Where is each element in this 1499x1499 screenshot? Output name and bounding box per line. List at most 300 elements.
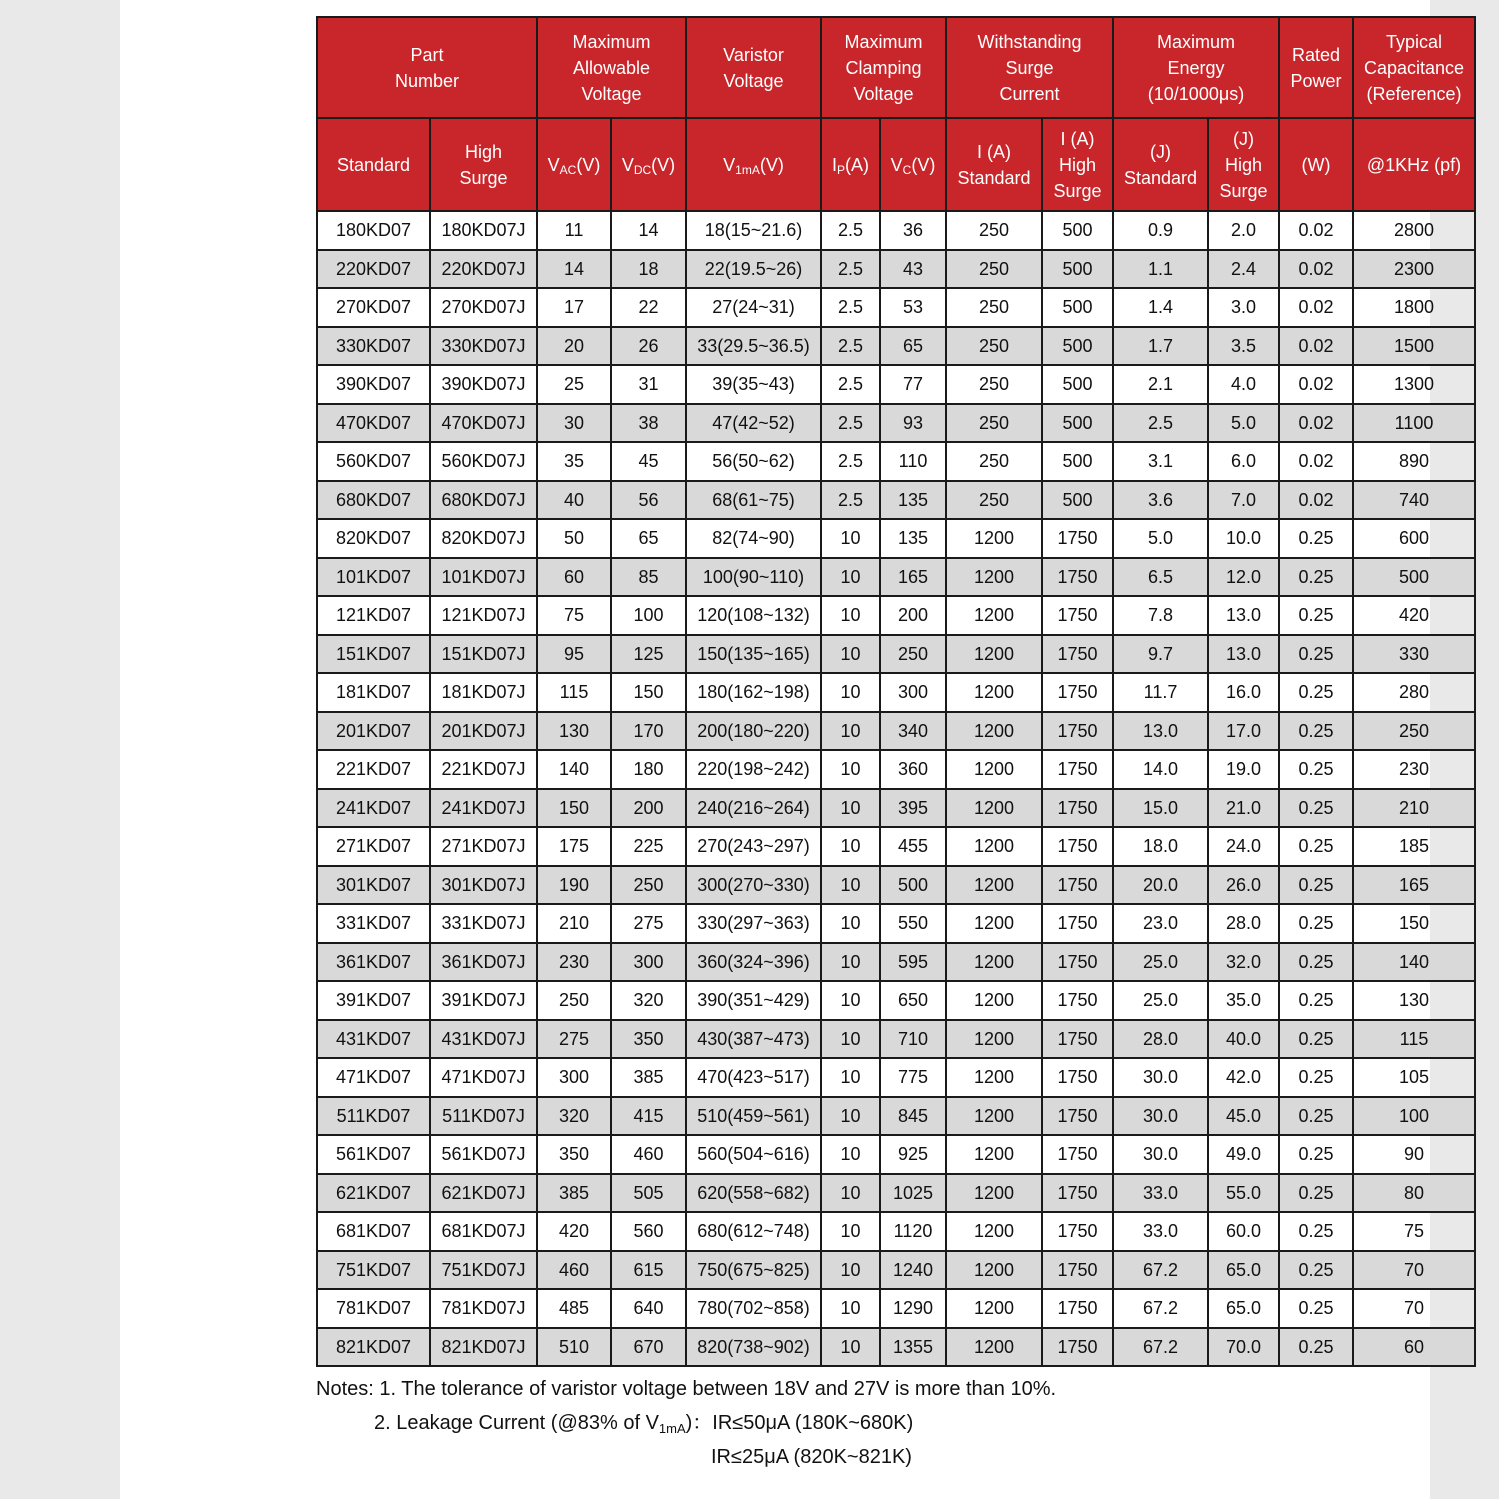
cell-capacitance: 100 — [1353, 1097, 1475, 1136]
cell-energy-standard: 30.0 — [1113, 1135, 1208, 1174]
cell-surge-standard: 1200 — [946, 558, 1042, 597]
cell-energy-high: 2.0 — [1208, 211, 1279, 250]
cell-vc: 925 — [880, 1135, 946, 1174]
table-row — [317, 1174, 1475, 1213]
cell-vc: 595 — [880, 943, 946, 982]
cell-energy-high: 16.0 — [1208, 673, 1279, 712]
cell-energy-standard: 33.0 — [1113, 1174, 1208, 1213]
cell-vac: 50 — [537, 519, 611, 558]
document-page — [120, 0, 1465, 1499]
cell-rated-power: 0.25 — [1279, 750, 1353, 789]
cell-surge-high: 1750 — [1042, 635, 1113, 674]
cell-vc: 1120 — [880, 1212, 946, 1251]
cell-rated-power: 0.02 — [1279, 365, 1353, 404]
table-row — [317, 365, 1475, 404]
cell-rated-power: 0.02 — [1279, 404, 1353, 443]
cell-capacitance: 140 — [1353, 943, 1475, 982]
cell-energy-high: 55.0 — [1208, 1174, 1279, 1213]
table-row — [317, 943, 1475, 982]
cell-rated-power: 0.25 — [1279, 1251, 1353, 1290]
cell-energy-high: 17.0 — [1208, 712, 1279, 751]
cell-surge-high: 1750 — [1042, 1212, 1113, 1251]
cell-vdc: 615 — [611, 1251, 686, 1290]
cell-surge-standard: 1200 — [946, 673, 1042, 712]
cell-vac: 11 — [537, 211, 611, 250]
cell-surge-high: 1750 — [1042, 1328, 1113, 1367]
cell-part-high-surge: 751KD07J — [430, 1251, 537, 1290]
subheader-surge-standard: I (A) Standard — [946, 118, 1042, 211]
cell-part-standard: 621KD07 — [317, 1174, 430, 1213]
cell-surge-high: 1750 — [1042, 1058, 1113, 1097]
cell-energy-standard: 67.2 — [1113, 1251, 1208, 1290]
cell-surge-high: 1750 — [1042, 1251, 1113, 1290]
cell-energy-standard: 13.0 — [1113, 712, 1208, 751]
cell-vdc: 18 — [611, 250, 686, 289]
subheader-part-high-surge: High Surge — [430, 118, 537, 211]
cell-ip: 2.5 — [821, 288, 880, 327]
cell-energy-standard: 3.1 — [1113, 442, 1208, 481]
cell-capacitance: 740 — [1353, 481, 1475, 520]
cell-v1ma: 510(459~561) — [686, 1097, 821, 1136]
cell-capacitance: 1500 — [1353, 327, 1475, 366]
cell-ip: 10 — [821, 1251, 880, 1290]
table-row — [317, 866, 1475, 905]
cell-part-high-surge: 361KD07J — [430, 943, 537, 982]
cell-part-standard: 121KD07 — [317, 596, 430, 635]
table-row — [317, 635, 1475, 674]
cell-part-standard: 331KD07 — [317, 904, 430, 943]
cell-vac: 60 — [537, 558, 611, 597]
cell-rated-power: 0.25 — [1279, 789, 1353, 828]
cell-vdc: 26 — [611, 327, 686, 366]
cell-energy-standard: 9.7 — [1113, 635, 1208, 674]
table-row — [317, 904, 1475, 943]
cell-part-standard: 270KD07 — [317, 288, 430, 327]
cell-part-high-surge: 101KD07J — [430, 558, 537, 597]
cell-rated-power: 0.02 — [1279, 442, 1353, 481]
cell-part-standard: 681KD07 — [317, 1212, 430, 1251]
cell-v1ma: 33(29.5~36.5) — [686, 327, 821, 366]
cell-surge-standard: 1200 — [946, 712, 1042, 751]
cell-energy-high: 26.0 — [1208, 866, 1279, 905]
cell-surge-standard: 1200 — [946, 981, 1042, 1020]
cell-surge-standard: 250 — [946, 404, 1042, 443]
cell-surge-high: 1750 — [1042, 750, 1113, 789]
header-max-clamping-voltage: Maximum Clamping Voltage — [821, 17, 946, 118]
cell-surge-standard: 1200 — [946, 1289, 1042, 1328]
cell-surge-standard: 1200 — [946, 827, 1042, 866]
cell-vdc: 200 — [611, 789, 686, 828]
notes — [316, 1372, 1466, 1474]
cell-rated-power: 0.02 — [1279, 481, 1353, 520]
cell-vac: 30 — [537, 404, 611, 443]
cell-vc: 360 — [880, 750, 946, 789]
cell-energy-standard: 1.4 — [1113, 288, 1208, 327]
cell-energy-standard: 15.0 — [1113, 789, 1208, 828]
cell-ip: 10 — [821, 943, 880, 982]
cell-v1ma: 68(61~75) — [686, 481, 821, 520]
cell-part-standard: 221KD07 — [317, 750, 430, 789]
cell-energy-standard: 30.0 — [1113, 1058, 1208, 1097]
cell-surge-standard: 1200 — [946, 943, 1042, 982]
cell-vac: 210 — [537, 904, 611, 943]
cell-ip: 10 — [821, 750, 880, 789]
table-row — [317, 404, 1475, 443]
cell-vac: 14 — [537, 250, 611, 289]
cell-capacitance: 75 — [1353, 1212, 1475, 1251]
cell-surge-high: 1750 — [1042, 1289, 1113, 1328]
cell-capacitance: 150 — [1353, 904, 1475, 943]
subheader-cap-unit: @1KHz (pf) — [1353, 118, 1475, 211]
cell-capacitance: 1800 — [1353, 288, 1475, 327]
cell-part-high-surge: 121KD07J — [430, 596, 537, 635]
cell-surge-high: 1750 — [1042, 866, 1113, 905]
table-row — [317, 1328, 1475, 1367]
cell-part-high-surge: 241KD07J — [430, 789, 537, 828]
cell-vac: 95 — [537, 635, 611, 674]
cell-energy-high: 3.5 — [1208, 327, 1279, 366]
cell-part-high-surge: 301KD07J — [430, 866, 537, 905]
cell-energy-standard: 2.1 — [1113, 365, 1208, 404]
cell-v1ma: 56(50~62) — [686, 442, 821, 481]
cell-part-high-surge: 271KD07J — [430, 827, 537, 866]
cell-vc: 455 — [880, 827, 946, 866]
cell-energy-high: 35.0 — [1208, 981, 1279, 1020]
cell-part-standard: 180KD07 — [317, 211, 430, 250]
cell-energy-standard: 14.0 — [1113, 750, 1208, 789]
subheader-v1ma: $V_{1mA}(V)$ — [686, 118, 821, 211]
cell-surge-high: 1750 — [1042, 789, 1113, 828]
cell-vc: 250 — [880, 635, 946, 674]
cell-rated-power: 0.25 — [1279, 943, 1353, 982]
cell-vac: 140 — [537, 750, 611, 789]
cell-vdc: 22 — [611, 288, 686, 327]
cell-ip: 2.5 — [821, 442, 880, 481]
subheader-vc: $V_C(V)$ — [880, 118, 946, 211]
cell-surge-standard: 1200 — [946, 635, 1042, 674]
cell-v1ma: 22(19.5~26) — [686, 250, 821, 289]
cell-ip: 10 — [821, 1020, 880, 1059]
cell-v1ma: 120(108~132) — [686, 596, 821, 635]
cell-part-standard: 431KD07 — [317, 1020, 430, 1059]
cell-v1ma: 39(35~43) — [686, 365, 821, 404]
cell-capacitance: 2300 — [1353, 250, 1475, 289]
cell-ip: 2.5 — [821, 481, 880, 520]
cell-surge-standard: 250 — [946, 288, 1042, 327]
cell-vdc: 38 — [611, 404, 686, 443]
cell-energy-standard: 67.2 — [1113, 1328, 1208, 1367]
cell-v1ma: 82(74~90) — [686, 519, 821, 558]
cell-vac: 485 — [537, 1289, 611, 1328]
cell-part-standard: 680KD07 — [317, 481, 430, 520]
cell-surge-high: 500 — [1042, 327, 1113, 366]
table-row — [317, 789, 1475, 828]
cell-part-high-surge: 331KD07J — [430, 904, 537, 943]
cell-surge-standard: 1200 — [946, 519, 1042, 558]
subheader-power-unit: (W) — [1279, 118, 1353, 211]
cell-vc: 200 — [880, 596, 946, 635]
cell-part-standard: 220KD07 — [317, 250, 430, 289]
cell-vc: 300 — [880, 673, 946, 712]
cell-v1ma: 300(270~330) — [686, 866, 821, 905]
cell-part-standard: 560KD07 — [317, 442, 430, 481]
cell-rated-power: 0.02 — [1279, 250, 1353, 289]
cell-capacitance: 115 — [1353, 1020, 1475, 1059]
cell-vdc: 150 — [611, 673, 686, 712]
cell-surge-standard: 250 — [946, 481, 1042, 520]
cell-surge-high: 500 — [1042, 288, 1113, 327]
cell-capacitance: 105 — [1353, 1058, 1475, 1097]
cell-part-high-surge: 390KD07J — [430, 365, 537, 404]
subheader-vac: $V_{AC}(V)$ — [537, 118, 611, 211]
cell-rated-power: 0.02 — [1279, 211, 1353, 250]
cell-vac: 75 — [537, 596, 611, 635]
cell-energy-high: 42.0 — [1208, 1058, 1279, 1097]
cell-vdc: 350 — [611, 1020, 686, 1059]
cell-vc: 43 — [880, 250, 946, 289]
cell-v1ma: 560(504~616) — [686, 1135, 821, 1174]
cell-rated-power: 0.25 — [1279, 596, 1353, 635]
cell-ip: 2.5 — [821, 327, 880, 366]
cell-rated-power: 0.25 — [1279, 866, 1353, 905]
cell-vdc: 505 — [611, 1174, 686, 1213]
cell-ip: 10 — [821, 673, 880, 712]
cell-vdc: 320 — [611, 981, 686, 1020]
cell-ip: 10 — [821, 904, 880, 943]
cell-capacitance: 165 — [1353, 866, 1475, 905]
cell-v1ma: 780(702~858) — [686, 1289, 821, 1328]
cell-energy-high: 3.0 — [1208, 288, 1279, 327]
cell-vac: 275 — [537, 1020, 611, 1059]
cell-rated-power: 0.25 — [1279, 1058, 1353, 1097]
table-row — [317, 827, 1475, 866]
cell-ip: 2.5 — [821, 211, 880, 250]
cell-part-standard: 561KD07 — [317, 1135, 430, 1174]
cell-ip: 10 — [821, 1328, 880, 1367]
cell-rated-power: 0.25 — [1279, 904, 1353, 943]
table-row — [317, 1020, 1475, 1059]
cell-part-high-surge: 470KD07J — [430, 404, 537, 443]
cell-part-standard: 330KD07 — [317, 327, 430, 366]
table-row — [317, 1097, 1475, 1136]
cell-vc: 135 — [880, 481, 946, 520]
cell-vac: 17 — [537, 288, 611, 327]
cell-vdc: 300 — [611, 943, 686, 982]
cell-vdc: 125 — [611, 635, 686, 674]
cell-capacitance: 890 — [1353, 442, 1475, 481]
table-row — [317, 288, 1475, 327]
cell-surge-high: 500 — [1042, 481, 1113, 520]
table-row — [317, 250, 1475, 289]
table-row — [317, 519, 1475, 558]
cell-surge-standard: 1200 — [946, 1212, 1042, 1251]
cell-capacitance: 1100 — [1353, 404, 1475, 443]
cell-surge-standard: 1200 — [946, 904, 1042, 943]
header-part-number: Part Number — [317, 17, 537, 118]
cell-ip: 2.5 — [821, 404, 880, 443]
cell-vdc: 45 — [611, 442, 686, 481]
cell-surge-standard: 1200 — [946, 1058, 1042, 1097]
cell-energy-high: 4.0 — [1208, 365, 1279, 404]
cell-ip: 10 — [821, 635, 880, 674]
cell-energy-standard: 0.9 — [1113, 211, 1208, 250]
cell-energy-high: 32.0 — [1208, 943, 1279, 982]
cell-energy-standard: 33.0 — [1113, 1212, 1208, 1251]
cell-v1ma: 390(351~429) — [686, 981, 821, 1020]
cell-vc: 395 — [880, 789, 946, 828]
header-withstanding-surge-current: Withstanding Surge Current — [946, 17, 1113, 118]
cell-energy-standard: 28.0 — [1113, 1020, 1208, 1059]
cell-ip: 10 — [821, 1058, 880, 1097]
cell-vc: 65 — [880, 327, 946, 366]
cell-energy-high: 70.0 — [1208, 1328, 1279, 1367]
cell-surge-high: 1750 — [1042, 981, 1113, 1020]
cell-energy-standard: 25.0 — [1113, 943, 1208, 982]
cell-capacitance: 70 — [1353, 1289, 1475, 1328]
cell-rated-power: 0.25 — [1279, 1135, 1353, 1174]
header-rated-power: Rated Power — [1279, 17, 1353, 118]
cell-energy-standard: 1.7 — [1113, 327, 1208, 366]
cell-surge-standard: 1200 — [946, 750, 1042, 789]
cell-capacitance: 280 — [1353, 673, 1475, 712]
cell-energy-standard: 25.0 — [1113, 981, 1208, 1020]
cell-v1ma: 430(387~473) — [686, 1020, 821, 1059]
cell-vdc: 385 — [611, 1058, 686, 1097]
cell-v1ma: 27(24~31) — [686, 288, 821, 327]
header-typical-capacitance: Typical Capacitance (Reference) — [1353, 17, 1475, 118]
subheader-energy-standard: (J) Standard — [1113, 118, 1208, 211]
cell-v1ma: 240(216~264) — [686, 789, 821, 828]
cell-v1ma: 47(42~52) — [686, 404, 821, 443]
cell-surge-standard: 1200 — [946, 1135, 1042, 1174]
cell-surge-high: 1750 — [1042, 712, 1113, 751]
cell-energy-high: 40.0 — [1208, 1020, 1279, 1059]
cell-vac: 250 — [537, 981, 611, 1020]
cell-vdc: 65 — [611, 519, 686, 558]
cell-vdc: 415 — [611, 1097, 686, 1136]
cell-ip: 10 — [821, 1212, 880, 1251]
cell-energy-high: 6.0 — [1208, 442, 1279, 481]
cell-vc: 36 — [880, 211, 946, 250]
table-row — [317, 596, 1475, 635]
cell-part-standard: 511KD07 — [317, 1097, 430, 1136]
cell-v1ma: 270(243~297) — [686, 827, 821, 866]
table-row — [317, 1212, 1475, 1251]
cell-vac: 130 — [537, 712, 611, 751]
cell-vc: 1240 — [880, 1251, 946, 1290]
table-row — [317, 442, 1475, 481]
cell-rated-power: 0.25 — [1279, 712, 1353, 751]
subheader-surge-high: I (A) High Surge — [1042, 118, 1113, 211]
cell-vac: 420 — [537, 1212, 611, 1251]
cell-vc: 93 — [880, 404, 946, 443]
cell-ip: 10 — [821, 827, 880, 866]
cell-vac: 115 — [537, 673, 611, 712]
cell-surge-standard: 1200 — [946, 866, 1042, 905]
cell-energy-standard: 2.5 — [1113, 404, 1208, 443]
cell-surge-high: 1750 — [1042, 904, 1113, 943]
cell-part-standard: 820KD07 — [317, 519, 430, 558]
cell-rated-power: 0.25 — [1279, 673, 1353, 712]
cell-part-standard: 101KD07 — [317, 558, 430, 597]
cell-surge-high: 1750 — [1042, 519, 1113, 558]
cell-energy-high: 10.0 — [1208, 519, 1279, 558]
cell-vac: 230 — [537, 943, 611, 982]
cell-part-high-surge: 330KD07J — [430, 327, 537, 366]
cell-energy-high: 49.0 — [1208, 1135, 1279, 1174]
cell-vc: 1355 — [880, 1328, 946, 1367]
cell-v1ma: 620(558~682) — [686, 1174, 821, 1213]
cell-ip: 10 — [821, 1097, 880, 1136]
cell-part-standard: 390KD07 — [317, 365, 430, 404]
table-row — [317, 750, 1475, 789]
cell-capacitance: 70 — [1353, 1251, 1475, 1290]
varistor-spec-table — [316, 16, 1476, 1367]
cell-vc: 650 — [880, 981, 946, 1020]
cell-rated-power: 0.25 — [1279, 1328, 1353, 1367]
cell-surge-high: 1750 — [1042, 1135, 1113, 1174]
cell-v1ma: 680(612~748) — [686, 1212, 821, 1251]
cell-part-high-surge: 471KD07J — [430, 1058, 537, 1097]
cell-capacitance: 60 — [1353, 1328, 1475, 1367]
cell-surge-high: 1750 — [1042, 1097, 1113, 1136]
subheader-vdc: $V_{DC}(V)$ — [611, 118, 686, 211]
cell-v1ma: 200(180~220) — [686, 712, 821, 751]
cell-energy-high: 13.0 — [1208, 635, 1279, 674]
cell-vdc: 170 — [611, 712, 686, 751]
note-1: Notes: 1. The tolerance of varistor voltage between 18V and 27V is more than 10%. — [316, 1378, 1057, 1400]
cell-vdc: 250 — [611, 866, 686, 905]
cell-vdc: 225 — [611, 827, 686, 866]
cell-energy-high: 19.0 — [1208, 750, 1279, 789]
cell-surge-high: 500 — [1042, 404, 1113, 443]
cell-capacitance: 80 — [1353, 1174, 1475, 1213]
subheader-energy-high: (J) High Surge — [1208, 118, 1279, 211]
cell-part-standard: 781KD07 — [317, 1289, 430, 1328]
cell-part-high-surge: 431KD07J — [430, 1020, 537, 1059]
cell-vac: 150 — [537, 789, 611, 828]
cell-vdc: 85 — [611, 558, 686, 597]
cell-rated-power: 0.25 — [1279, 1212, 1353, 1251]
cell-surge-standard: 250 — [946, 327, 1042, 366]
header-varistor-voltage: Varistor Voltage — [686, 17, 821, 118]
table-row — [317, 1135, 1475, 1174]
cell-capacitance: 210 — [1353, 789, 1475, 828]
cell-capacitance: 90 — [1353, 1135, 1475, 1174]
cell-vdc: 14 — [611, 211, 686, 250]
cell-rated-power: 0.02 — [1279, 288, 1353, 327]
cell-surge-standard: 1200 — [946, 1174, 1042, 1213]
cell-surge-high: 1750 — [1042, 827, 1113, 866]
cell-surge-high: 1750 — [1042, 596, 1113, 635]
cell-vac: 25 — [537, 365, 611, 404]
cell-surge-standard: 1200 — [946, 596, 1042, 635]
cell-part-standard: 151KD07 — [317, 635, 430, 674]
cell-vc: 710 — [880, 1020, 946, 1059]
cell-vc: 165 — [880, 558, 946, 597]
cell-vac: 175 — [537, 827, 611, 866]
table-body — [317, 211, 1475, 1366]
cell-energy-high: 13.0 — [1208, 596, 1279, 635]
cell-v1ma: 150(135~165) — [686, 635, 821, 674]
cell-ip: 10 — [821, 596, 880, 635]
cell-v1ma: 470(423~517) — [686, 1058, 821, 1097]
cell-energy-high: 12.0 — [1208, 558, 1279, 597]
cell-v1ma: 330(297~363) — [686, 904, 821, 943]
cell-v1ma: 100(90~110) — [686, 558, 821, 597]
cell-part-high-surge: 561KD07J — [430, 1135, 537, 1174]
cell-part-standard: 241KD07 — [317, 789, 430, 828]
